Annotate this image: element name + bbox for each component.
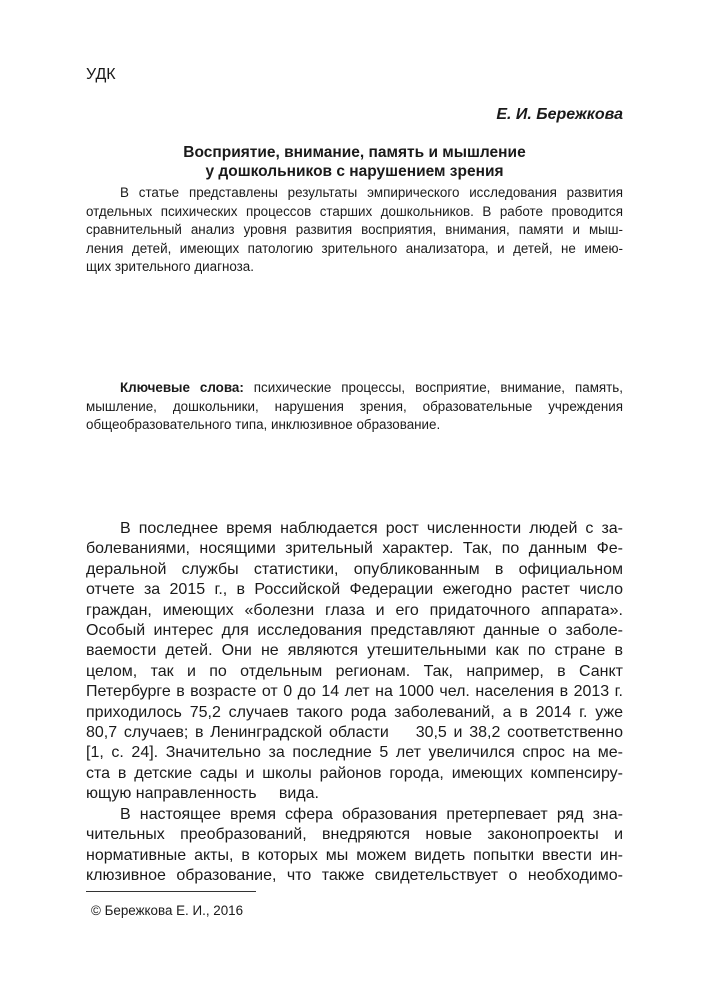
copyright-footnote: © Бережкова Е. И., 2016 (91, 903, 244, 918)
body-line: ста в детские сады и школы районов города, имеющих компенсиру- (86, 764, 623, 782)
body-line: граждан, имеющих «болезни глаза и его придаточного аппарата». (86, 601, 623, 619)
keywords-text: психические процессы, восприятие, внимание, память, (243, 380, 623, 395)
body-line: чительных преобразований, внедряются новые законопроекты и (86, 826, 623, 844)
article-body (86, 519, 623, 886)
body-line: [1, с. 24]. Значительно за последние 5 лет увеличился спрос на ме- (86, 744, 623, 762)
abstract-line: В статье представлены результаты эмпирического исследования развития (120, 185, 623, 200)
body-line: нормативные акты, в которых мы можем видеть попытки ввести ин- (86, 846, 623, 864)
keywords (86, 379, 623, 435)
body-line: клюзивное образование, что также свидетельствует о необходимо- (86, 866, 623, 884)
body-line: Особый интерес для исследования представляют данные о заболе- (86, 622, 623, 640)
body-line: болеваниями, носящими зрительный характер. Так, по данным Фе- (86, 540, 623, 558)
udk-label: УДК (86, 66, 116, 83)
author-name: Е. И. Бережкова (496, 106, 623, 123)
article-title (86, 143, 623, 181)
body-line: ваемости детей. Они не являются утешительными как по стране в (86, 642, 623, 660)
abstract-line: отдельных психических процессов старших дошкольников. В работе проводится (86, 203, 623, 219)
body-line: деральной службы статистики, опубликованным в официальном (86, 560, 623, 578)
body-line: ющую направленность вида. (86, 785, 319, 803)
body-line: В настоящее время сфера образования претерпевает ряд зна- (120, 805, 623, 823)
footnote-divider (86, 891, 256, 892)
keywords-line: мышление, дошкольники, нарушения зрения, образовательные учреждения (86, 398, 623, 414)
body-line: Петербурге в возрасте от 0 до 14 лет на 1000 чел. населения в 2013 г. (86, 683, 623, 701)
body-line: В последнее время наблюдается рост численности людей с за- (120, 520, 623, 537)
abstract (86, 184, 623, 277)
title-line: у дошкольников с нарушением зрения (205, 163, 504, 180)
body-line: целом, так и по отдельным регионам. Так, например, в Санкт (86, 662, 623, 680)
abstract-line: ления детей, имеющих патологию зрительного анализатора, и детей, не имею- (86, 240, 623, 256)
body-line: отчете за 2015 г., в Российской Федерации ежегодно растет число (86, 581, 623, 599)
keywords-label: Ключевые слова: (120, 380, 244, 395)
keywords-line (86, 379, 623, 398)
keywords-line: общеобразовательного типа, инклюзивное образование. (86, 417, 441, 432)
body-line: 80,7 случаев; в Ленинградской области 30,5 и 38,2 соответственно (86, 724, 623, 742)
title-line: Восприятие, внимание, память и мышление (183, 144, 526, 161)
abstract-line: щих зрительного диагноза. (86, 259, 254, 274)
abstract-line: сравнительный анализ уровня развития восприятия, внимания, памяти и мыш- (86, 222, 623, 237)
body-line: приходилось 75,2 случаев такого рода заболеваний, а в 2014 г. уже (86, 703, 623, 721)
